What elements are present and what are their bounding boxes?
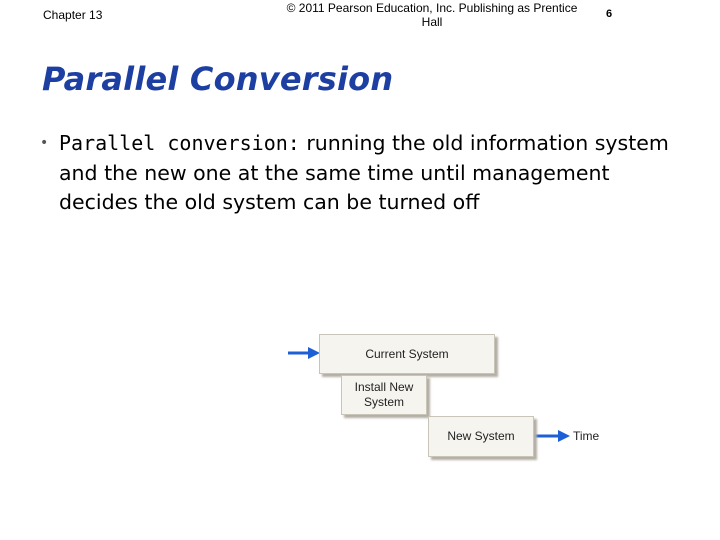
current-system-label: Current System [365,346,449,361]
time-arrow [534,430,570,442]
install-new-system-box [341,375,427,415]
new-system-label: New System [447,429,515,443]
new-system-box [428,416,534,457]
chapter-label: Chapter 13 [43,8,103,22]
bullet-definition: running the old information system and the new one at the same time until management decides the old system can be turned off [59,131,669,214]
install-line-1: Install New [354,380,414,394]
install-line-2: System [363,395,404,409]
slide-title: Parallel Conversion [42,60,394,98]
bullet-term: Parallel conversion: [59,131,300,155]
copyright-line-1: © 2011 Pearson Education, Inc. Publishing as Prentice [286,1,578,15]
page-number: 6 [606,8,613,20]
incoming-arrow [288,347,320,359]
bullet-marker: • [40,135,49,151]
install-new-system-label [355,380,414,410]
current-system-box [319,334,495,374]
time-label: Time [573,429,600,443]
copyright-line-2: Hall [421,15,443,29]
